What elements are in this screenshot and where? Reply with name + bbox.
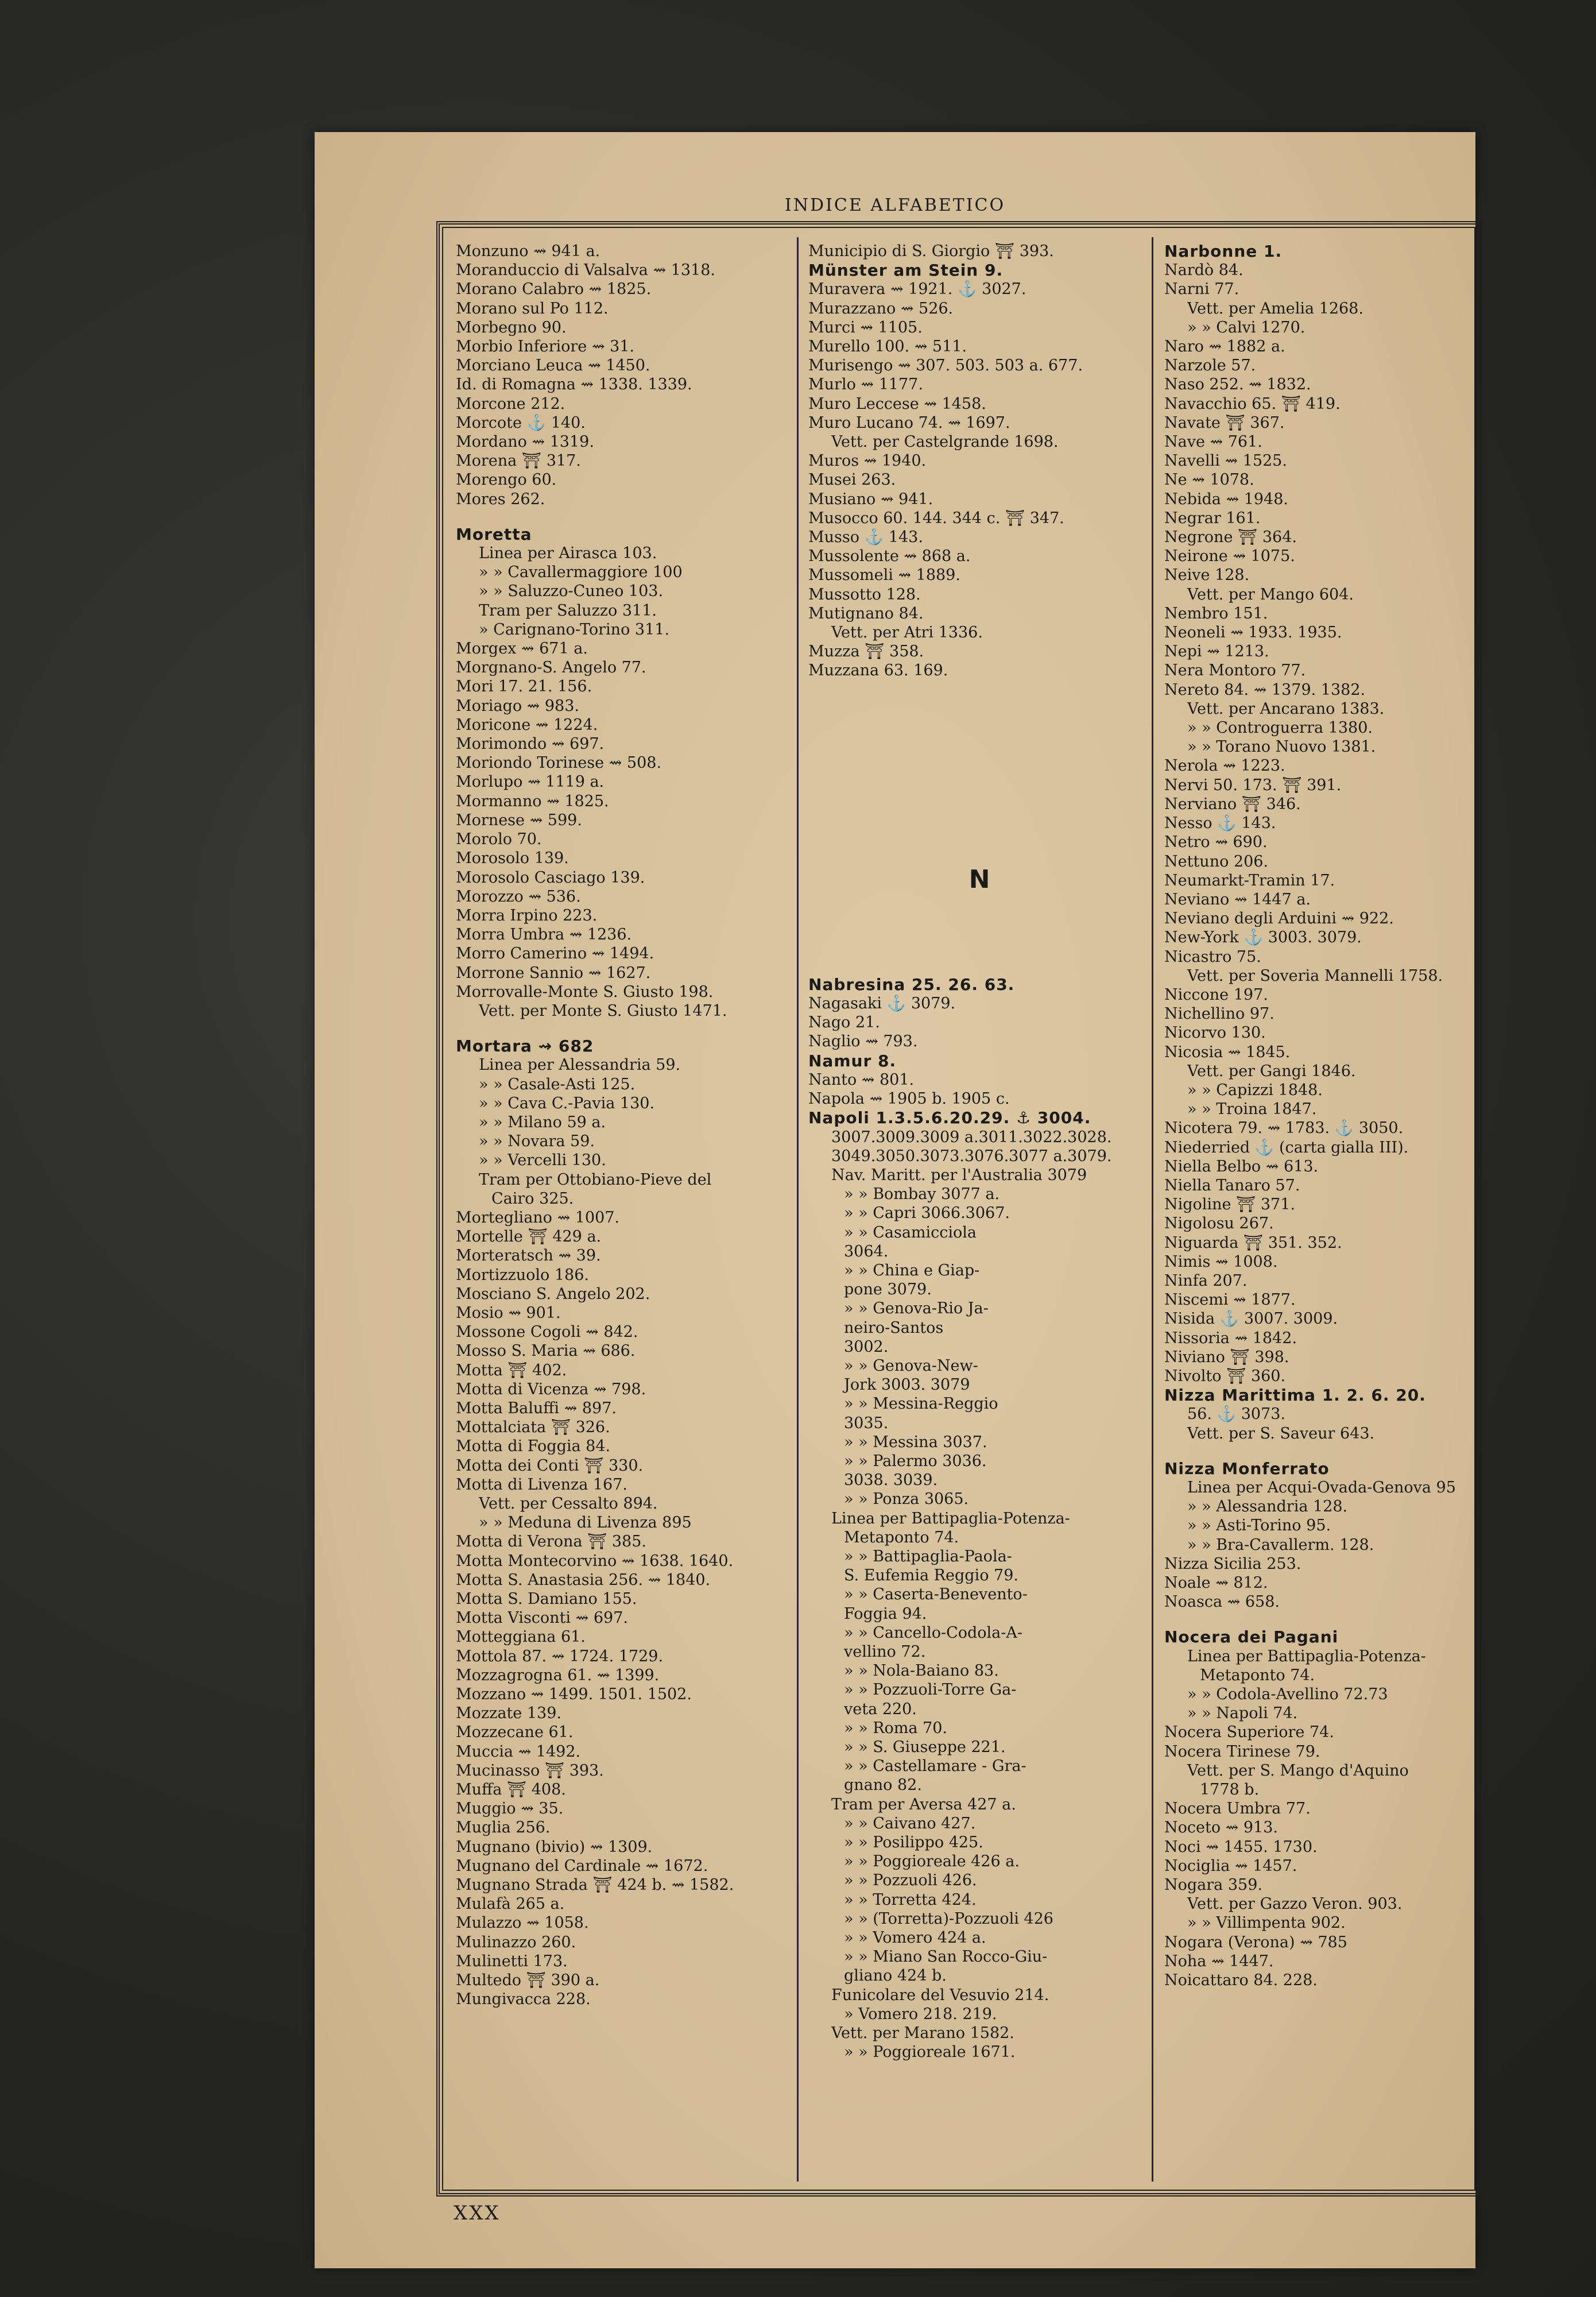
index-entry: Morro Camerino ⇝ 1494. (456, 945, 654, 963)
index-entry: Noasca ⇝ 658. (1164, 1593, 1280, 1611)
index-entry: » » Capizzi 1848. (1187, 1081, 1323, 1099)
index-entry: » » Bra-Cavallerm. 128. (1187, 1536, 1374, 1554)
index-entry: Naro ⇝ 1882 a. (1164, 338, 1285, 356)
index-entry: Naglio ⇝ 793. (808, 1033, 918, 1051)
index-entry: » » Messina 3037. (844, 1433, 987, 1451)
index-entry: » » Napoli 74. (1187, 1704, 1298, 1723)
index-entry: Muzza ⛩ 358. (808, 643, 924, 661)
index-entry: » » Battipaglia-Paola- (844, 1547, 1012, 1565)
index-entry: Nicastro 75. (1164, 948, 1261, 966)
index-entry: Vett. per Monte S. Giusto 1471. (479, 1001, 727, 1020)
index-entry: Morrone Sannio ⇝ 1627. (456, 964, 651, 982)
index-entry: Nociglia ⇝ 1457. (1164, 1857, 1297, 1875)
index-entry: 3049.3050.3073.3076.3077 a.3079. (831, 1147, 1112, 1165)
index-entry: Neviano ⇝ 1447 a. (1164, 890, 1311, 908)
index-entry: Moricone ⇝ 1224. (456, 716, 598, 734)
index-entry: Morgex ⇝ 671 a. (456, 640, 588, 658)
page-number: XXX (454, 2202, 501, 2225)
index-entry: Metaponto 74. (844, 1528, 959, 1546)
index-entry: Motta di Livenza 167. (456, 1475, 627, 1494)
index-entry: Naso 252. ⇝ 1832. (1164, 376, 1311, 394)
index-entry: Motta Montecorvino ⇝ 1638. 1640. (456, 1552, 734, 1570)
index-entry: Mordano ⇝ 1319. (456, 433, 594, 451)
index-entry: » Vomero 218. 219. (844, 2005, 997, 2023)
index-entry: Id. di Romagna ⇝ 1338. 1339. (456, 376, 692, 394)
index-entry: Mozzagrogna 61. ⇝ 1399. (456, 1666, 660, 1684)
index-entry: Nichellino 97. (1164, 1005, 1275, 1023)
index-entry: Vett. per S. Mango d'Aquino (1187, 1761, 1409, 1780)
index-entry: Mugnano (bivio) ⇝ 1309. (456, 1838, 653, 1856)
index-entry: » Carignano-Torino 311. (479, 620, 670, 639)
index-entry: Mortizzuolo 186. (456, 1266, 589, 1284)
index-entry: Nardò 84. (1164, 261, 1244, 280)
index-entry: vellino 72. (844, 1642, 926, 1661)
index-entry: Nocera Tirinese 79. (1164, 1742, 1320, 1761)
index-entry: Morosolo Casciago 139. (456, 868, 645, 887)
index-entry: » » Nola-Baiano 83. (844, 1662, 999, 1680)
index-entry: Murlo ⇝ 1177. (808, 376, 923, 394)
index-entry: Municipio di S. Giorgio ⛩ 393. (808, 242, 1054, 260)
index-entry: » » (Torretta)-Pozzuoli 426 (844, 1909, 1053, 1928)
index-entry: Neoneli ⇝ 1933. 1935. (1164, 624, 1342, 642)
index-entry: Motta S. Damiano 155. (456, 1590, 637, 1608)
column-divider (1152, 237, 1153, 2182)
index-entry: Niviano ⛩ 398. (1164, 1348, 1289, 1366)
index-entry: Neumarkt-Tramin 17. (1164, 871, 1335, 890)
index-entry: Nisida ⚓ 3007. 3009. (1164, 1310, 1338, 1328)
index-entry: Mottola 87. ⇝ 1724. 1729. (456, 1647, 664, 1665)
index-entry: Mussolente ⇝ 868 a. (808, 547, 971, 566)
index-heading: Nizza Monferrato (1164, 1459, 1330, 1478)
index-entry: Niella Tanaro 57. (1164, 1176, 1300, 1194)
index-entry: Noci ⇝ 1455. 1730. (1164, 1838, 1318, 1856)
index-entry: Nave ⇝ 761. (1164, 433, 1262, 451)
index-entry: Nervi 50. 173. ⛩ 391. (1164, 776, 1342, 794)
index-entry: Mugnano Strada ⛩ 424 b. ⇝ 1582. (456, 1876, 734, 1894)
index-entry: Musei 263. (808, 471, 896, 489)
section-letter: N (969, 864, 990, 894)
index-heading: Moretta (456, 524, 532, 544)
index-entry: Muccia ⇝ 1492. (456, 1742, 581, 1761)
index-entry: Mucinasso ⛩ 393. (456, 1761, 604, 1780)
index-entry: Cairo 325. (491, 1189, 574, 1208)
index-entry: » » Novara 59. (479, 1132, 595, 1151)
index-heading: Nizza Marittima 1. 2. 6. 20. (1164, 1386, 1426, 1405)
index-entry: Muggio ⇝ 35. (456, 1800, 564, 1818)
index-heading: Nabresina 25. 26. 63. (808, 975, 1015, 994)
index-entry: Morrovalle-Monte S. Giusto 198. (456, 983, 714, 1001)
index-entry: Nav. Maritt. per l'Australia 3079 (831, 1166, 1087, 1184)
index-entry: Mulazzo ⇝ 1058. (456, 1914, 589, 1932)
index-entry: » » Palermo 3036. (844, 1452, 987, 1470)
index-entry: Nimis ⇝ 1008. (1164, 1252, 1278, 1271)
index-entry: Ninfa 207. (1164, 1271, 1248, 1290)
index-heading: Mortara ⇝ 682 (456, 1037, 594, 1056)
index-entry: » » Messina-Reggio (844, 1395, 998, 1413)
index-entry: Linea per Battipaglia-Potenza- (1187, 1647, 1426, 1665)
index-entry: Narni 77. (1164, 280, 1239, 299)
index-entry: Noha ⇝ 1447. (1164, 1952, 1274, 1970)
index-entry: Foggia 94. (844, 1604, 927, 1623)
index-entry: Vett. per Soveria Mannelli 1758. (1187, 966, 1443, 985)
index-entry: 3035. (844, 1414, 889, 1432)
index-frame (436, 221, 1481, 2197)
section-gap (1164, 1611, 1492, 1627)
index-entry: » » Caivano 427. (844, 1814, 976, 1832)
index-entry: veta 220. (844, 1700, 917, 1718)
index-entry: Muzzana 63. 169. (808, 662, 948, 680)
index-entry: Mugnano del Cardinale ⇝ 1672. (456, 1857, 708, 1875)
index-entry: Motta Visconti ⇝ 697. (456, 1609, 628, 1627)
index-entry: gnano 82. (844, 1776, 922, 1795)
index-entry: Niccone 197. (1164, 985, 1268, 1004)
index-entry: » » Saluzzo-Cuneo 103. (479, 582, 664, 601)
index-entry: 3007.3009.3009 a.3011.3022.3028. (831, 1128, 1112, 1146)
index-entry: » » Roma 70. (844, 1719, 948, 1737)
index-entry: » » Pozzuoli 426. (844, 1871, 977, 1890)
index-entry: Nanto ⇝ 801. (808, 1070, 915, 1089)
index-entry: Murazzano ⇝ 526. (808, 299, 954, 318)
index-entry: » » Vomero 424 a. (844, 1929, 986, 1947)
index-entry: Narzole 57. (1164, 357, 1256, 375)
index-entry: Niella Belbo ⇝ 613. (1164, 1157, 1319, 1175)
index-entry: Mosio ⇝ 901. (456, 1304, 561, 1322)
index-entry: » » Caserta-Benevento- (844, 1586, 1028, 1604)
index-entry: Navelli ⇝ 1525. (1164, 452, 1287, 470)
index-entry: Nepi ⇝ 1213. (1164, 643, 1269, 661)
index-entry: Mortegliano ⇝ 1007. (456, 1208, 620, 1227)
index-entry: Noicattaro 84. 228. (1164, 1971, 1318, 1990)
index-entry: Metaponto 74. (1200, 1666, 1315, 1684)
index-entry: Tram per Aversa 427 a. (831, 1795, 1016, 1813)
index-entry: » » Cava C.-Pavia 130. (479, 1094, 655, 1112)
index-entry: Nesso ⚓ 143. (1164, 814, 1276, 833)
index-entry: Nerviano ⛩ 346. (1164, 795, 1301, 813)
index-entry: » » Torretta 424. (844, 1890, 977, 1909)
index-entry: Murello 100. ⇝ 511. (808, 338, 967, 356)
index-entry: Muffa ⛩ 408. (456, 1781, 566, 1799)
index-entry: Morciano Leuca ⇝ 1450. (456, 357, 650, 375)
index-entry: Morra Irpino 223. (456, 906, 598, 925)
index-entry: Musiano ⇝ 941. (808, 490, 933, 508)
index-entry: Mussomeli ⇝ 1889. (808, 566, 960, 585)
index-entry: Vett. per Castelgrande 1698. (831, 433, 1059, 451)
index-column-3 (1164, 242, 1492, 1990)
index-entry: Vett. per Gazzo Veron. 903. (1187, 1895, 1403, 1913)
index-entry: Linea per Airasca 103. (479, 544, 657, 563)
index-entry: Morengo 60. (456, 471, 557, 489)
index-entry: Mornese ⇝ 599. (456, 811, 582, 829)
index-heading: Namur 8. (808, 1051, 897, 1070)
index-entry: » » Bombay 3077 a. (844, 1185, 1000, 1204)
index-entry: Mores 262. (456, 490, 545, 508)
index-entry: Nicotera 79. ⇝ 1783. ⚓ 3050. (1164, 1119, 1404, 1138)
index-entry: Vett. per Atri 1336. (831, 624, 983, 642)
index-entry: » » Ponza 3065. (844, 1490, 969, 1509)
index-entry: Motta di Verona ⛩ 385. (456, 1533, 646, 1551)
index-entry: Mozzano ⇝ 1499. 1501. 1502. (456, 1685, 692, 1704)
section-gap (456, 1020, 803, 1037)
index-entry: Funicolare del Vesuvio 214. (831, 1986, 1049, 2004)
index-entry: Nizza Sicilia 253. (1164, 1554, 1301, 1573)
index-entry: Nettuno 206. (1164, 852, 1269, 871)
index-entry: Monzuno ⇝ 941 a. (456, 242, 601, 260)
index-entry: Navacchio 65. ⛩ 419. (1164, 395, 1341, 413)
index-entry: Morra Umbra ⇝ 1236. (456, 926, 632, 944)
index-entry: » » Calvi 1270. (1187, 318, 1306, 337)
index-entry: Mori 17. 21. 156. (456, 678, 592, 696)
page-header: INDICE ALFABETICO (784, 195, 1006, 215)
index-entry: » » Poggioreale 426 a. (844, 1853, 1020, 1871)
index-entry: Muro Leccese ⇝ 1458. (808, 395, 986, 413)
index-entry: Neive 128. (1164, 566, 1250, 585)
index-entry: Motta di Foggia 84. (456, 1437, 611, 1456)
index-entry: » » Poggioreale 1671. (844, 2043, 1016, 2062)
index-entry: S. Eufemia Reggio 79. (844, 1567, 1018, 1585)
index-entry: Nigoline ⛩ 371. (1164, 1196, 1295, 1214)
index-entry: Noceto ⇝ 913. (1164, 1819, 1278, 1837)
index-entry: Noale ⇝ 812. (1164, 1574, 1268, 1592)
index-entry: Muros ⇝ 1940. (808, 452, 927, 470)
index-entry: Morano Calabro ⇝ 1825. (456, 280, 652, 299)
index-entry: Morgnano-S. Angelo 77. (456, 659, 646, 677)
index-entry: Mozzecane 61. (456, 1723, 574, 1742)
index-entry: Morena ⛩ 317. (456, 452, 581, 470)
index-entry: Vett. per Cessalto 894. (479, 1495, 658, 1513)
index-entry: Morteratsch ⇝ 39. (456, 1247, 601, 1265)
index-entry: Mosciano S. Angelo 202. (456, 1285, 650, 1303)
index-entry: Morbegno 90. (456, 318, 567, 337)
index-entry: Musso ⚓ 143. (808, 528, 923, 547)
index-page (315, 132, 1475, 2268)
index-entry: » » Genova-New- (844, 1356, 978, 1375)
index-entry: Mungivacca 228. (456, 1990, 591, 2009)
index-entry: Nogara (Verona) ⇝ 785 (1164, 1933, 1347, 1951)
index-entry: Nago 21. (808, 1014, 880, 1032)
index-entry: Niguarda ⛩ 351. 352. (1164, 1233, 1342, 1252)
index-entry: Navate ⛩ 367. (1164, 413, 1285, 432)
index-entry: » » Meduna di Livenza 895 (479, 1514, 692, 1532)
index-entry: 56. ⚓ 3073. (1187, 1405, 1286, 1424)
index-entry: Vett. per Mango 604. (1187, 585, 1354, 604)
index-entry: gliano 424 b. (844, 1967, 947, 1985)
index-entry: Multedo ⛩ 390 a. (456, 1971, 600, 1990)
index-entry: Vett. per Ancarano 1383. (1187, 699, 1385, 718)
index-entry: Vett. per S. Saveur 643. (1187, 1424, 1375, 1443)
index-entry: Nigolosu 267. (1164, 1215, 1274, 1233)
index-entry: Vett. per Marano 1582. (831, 2024, 1014, 2043)
index-entry: Murisengo ⇝ 307. 503. 503 a. 677. (808, 357, 1083, 375)
index-entry: Negrone ⛩ 364. (1164, 528, 1297, 547)
index-entry: » » Troina 1847. (1187, 1100, 1317, 1119)
index-entry: Motta ⛩ 402. (456, 1361, 567, 1379)
index-entry: Nagasaki ⚓ 3079. (808, 995, 956, 1013)
index-heading: Narbonne 1. (1164, 242, 1283, 261)
index-entry: New-York ⚓ 3003. 3079. (1164, 929, 1362, 947)
index-entry: Morcote ⚓ 140. (456, 413, 586, 432)
index-heading: Münster am Stein 9. (808, 261, 1004, 280)
index-entry: Muro Lucano 74. ⇝ 1697. (808, 413, 1010, 432)
index-entry: Neirone ⇝ 1075. (1164, 547, 1295, 566)
index-entry: Napola ⇝ 1905 b. 1905 c. (808, 1090, 1010, 1108)
index-entry: Morcone 212. (456, 395, 565, 413)
index-entry: Motteggiana 61. (456, 1628, 586, 1646)
index-entry: » » Casamicciola (844, 1223, 977, 1242)
index-entry: Morlupo ⇝ 1119 a. (456, 773, 605, 791)
index-heading: Napoli 1.3.5.6.20.29. ⚓ 3004. (808, 1108, 1091, 1128)
index-entry: Negrar 161. (1164, 509, 1261, 527)
index-entry: Tram per Ottobiano-Pieve del (479, 1170, 712, 1189)
index-entry: Niederried ⚓ (carta gialla III). (1164, 1138, 1409, 1157)
index-entry: Nebida ⇝ 1948. (1164, 490, 1288, 508)
index-entry: Murci ⇝ 1105. (808, 318, 923, 337)
index-entry: Nivolto ⛩ 360. (1164, 1367, 1286, 1385)
index-entry: » » Casale-Asti 125. (479, 1075, 636, 1093)
index-entry: 1778 b. (1200, 1781, 1260, 1799)
index-entry: Mortelle ⛩ 429 a. (456, 1228, 602, 1246)
index-entry: Morosolo 139. (456, 849, 569, 868)
index-entry: Nocera Umbra 77. (1164, 1800, 1311, 1818)
index-entry: Neviano degli Arduini ⇝ 922. (1164, 910, 1394, 928)
index-entry: Morano sul Po 112. (456, 299, 609, 318)
index-entry: Vett. per Gangi 1846. (1187, 1062, 1356, 1080)
index-entry: Motta Baluffi ⇝ 897. (456, 1399, 617, 1417)
index-entry: Mozzate 139. (456, 1704, 561, 1723)
index-entry: Linea per Acqui-Ovada-Genova 95 (1187, 1479, 1456, 1496)
index-entry: Mossone Cogoli ⇝ 842. (456, 1323, 638, 1341)
index-entry: neiro-Santos (844, 1318, 944, 1337)
section-gap (1164, 1443, 1492, 1459)
index-entry: 3064. (844, 1242, 889, 1260)
index-entry: Nera Montoro 77. (1164, 662, 1306, 680)
index-entry: » » S. Giuseppe 221. (844, 1738, 1006, 1756)
index-entry: Morbio Inferiore ⇝ 31. (456, 338, 635, 356)
index-entry: Motta dei Conti ⛩ 330. (456, 1456, 644, 1475)
index-entry: Motta di Vicenza ⇝ 798. (456, 1380, 646, 1398)
index-entry: » » Asti-Torino 95. (1187, 1517, 1331, 1535)
index-entry: » » Milano 59 a. (479, 1113, 606, 1131)
index-entry: Nembro 151. (1164, 604, 1268, 622)
index-entry: Morimondo ⇝ 697. (456, 735, 605, 753)
index-entry: » » Cancello-Codola-A- (844, 1623, 1023, 1642)
index-column-1 (456, 242, 803, 2009)
index-entry: » » Codola-Avellino 72.73 (1187, 1685, 1388, 1704)
index-entry: Jork 3003. 3079 (844, 1376, 970, 1394)
index-entry: Nicorvo 130. (1164, 1024, 1266, 1042)
index-entry: » » Castellamare - Gra- (844, 1757, 1026, 1776)
index-entry: » » China e Giap- (844, 1261, 980, 1279)
index-entry: Linea per Battipaglia-Potenza- (831, 1509, 1070, 1528)
index-entry: » » Genova-Rio Ja- (844, 1300, 989, 1318)
index-entry: Nereto 84. ⇝ 1379. 1382. (1164, 680, 1366, 699)
index-entry: Moriondo Torinese ⇝ 508. (456, 754, 662, 772)
index-entry: Morozzo ⇝ 536. (456, 887, 581, 906)
index-entry: » » Torano Nuovo 1381. (1187, 738, 1376, 756)
index-entry: » » Cavallermaggiore 100 (479, 563, 683, 582)
index-heading: Nocera dei Pagani (1164, 1627, 1339, 1647)
index-entry: Nissoria ⇝ 1842. (1164, 1329, 1297, 1347)
index-entry: Nerola ⇝ 1223. (1164, 757, 1285, 775)
index-entry: 3002. (844, 1337, 889, 1356)
index-entry: Mormanno ⇝ 1825. (456, 792, 609, 810)
index-entry: Ne ⇝ 1078. (1164, 471, 1254, 489)
index-entry: » » Capri 3066.3067. (844, 1204, 1010, 1223)
index-column-2 (808, 242, 1150, 2062)
index-entry: Mulinazzo 260. (456, 1933, 576, 1951)
index-entry: Mulinetti 173. (456, 1952, 568, 1970)
index-entry: Mussotto 128. (808, 585, 921, 604)
index-entry: Mulafà 265 a. (456, 1895, 565, 1913)
index-entry: Nicosia ⇝ 1845. (1164, 1043, 1291, 1061)
index-entry: Moriago ⇝ 983. (456, 697, 579, 715)
index-entry: Vett. per Amelia 1268. (1187, 299, 1363, 318)
index-entry: pone 3079. (844, 1281, 932, 1299)
index-entry: Nogara 359. (1164, 1876, 1262, 1894)
index-entry: » » Alessandria 128. (1187, 1498, 1348, 1516)
index-entry: Nocera Superiore 74. (1164, 1723, 1334, 1742)
index-entry: Mottalciata ⛩ 326. (456, 1418, 610, 1437)
index-entry: Niscemi ⇝ 1877. (1164, 1291, 1296, 1309)
index-entry: Mosso S. Maria ⇝ 686. (456, 1342, 636, 1360)
index-entry: Muglia 256. (456, 1819, 551, 1837)
index-entry: Musocco 60. 144. 344 c. ⛩ 347. (808, 509, 1064, 527)
index-entry: Moranduccio di Valsalva ⇝ 1318. (456, 261, 715, 280)
index-entry: 3038. 3039. (844, 1471, 938, 1490)
index-entry: » » Vercelli 130. (479, 1151, 606, 1170)
index-entry: » » Pozzuoli-Torre Ga- (844, 1681, 1017, 1699)
index-entry: Netro ⇝ 690. (1164, 833, 1268, 852)
index-entry: » » Posilippo 425. (844, 1834, 983, 1852)
index-entry: Muravera ⇝ 1921. ⚓ 3027. (808, 280, 1026, 299)
index-entry: Linea per Alessandria 59. (479, 1056, 681, 1074)
index-entry: Tram per Saluzzo 311. (479, 601, 657, 620)
index-entry: Motta S. Anastasia 256. ⇝ 1840. (456, 1571, 711, 1589)
index-entry: Mutignano 84. (808, 604, 924, 622)
index-entry: » » Miano San Rocco-Giu- (844, 1948, 1048, 1966)
section-gap (456, 509, 803, 525)
index-entry: » » Villimpenta 902. (1187, 1914, 1346, 1932)
index-entry: » » Controguerra 1380. (1187, 719, 1373, 737)
index-entry: Morolo 70. (456, 830, 542, 849)
